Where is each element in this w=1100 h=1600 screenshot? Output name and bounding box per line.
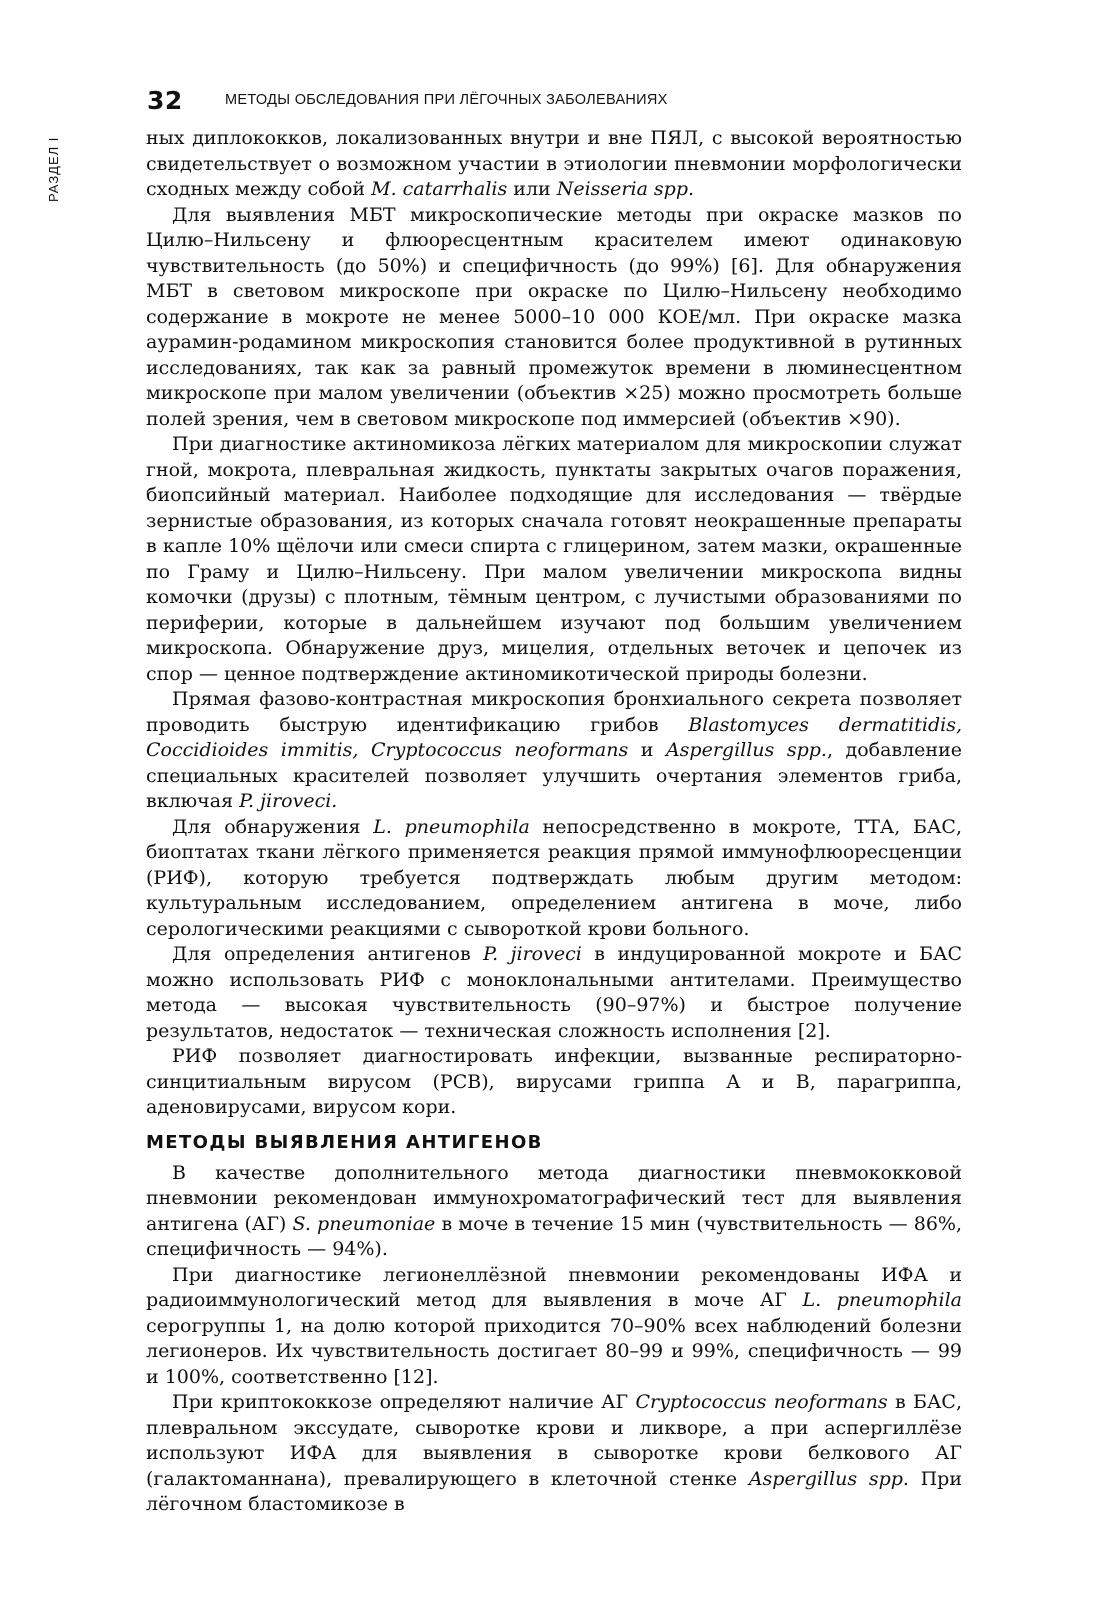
italic-term: Aspergillus spp. bbox=[665, 739, 827, 761]
paragraph bbox=[146, 687, 962, 815]
italic-term: Aspergillus spp. bbox=[748, 1467, 909, 1490]
section-side-tab: РАЗДЕЛ I bbox=[46, 136, 61, 202]
paragraph: Для выявления МБТ микроскопические методы при окраске мазков по Цилю–Нильсену и флюоресцентным красителем имеют одинаковую чувствительность (до 50%) и специфичность (до 99%) [6]. Для обнаружения МБТ в световом микроскопе при окраске по Цилю–Нильсену необходимо содержание в мокроте не менее 5000–10 000 КОЕ/мл. При окраске мазка аурамин-родамином микроскопия становится более продуктивной в рутинных исследованиях, так как за равный промежуток времени в люминесцентном микроскопе при малом увеличении (объектив ×25) можно просмотреть больше полей зрения, чем в световом микроскопе под иммерсией (объектив ×90). bbox=[146, 203, 962, 430]
text-run: или bbox=[507, 178, 557, 200]
running-title: МЕТОДЫ ОБСЛЕДОВАНИЯ ПРИ ЛЁГОЧНЫХ ЗАБОЛЕВАНИЯХ bbox=[225, 92, 668, 108]
body-text bbox=[146, 126, 962, 1518]
text-run: и bbox=[628, 739, 666, 761]
page-number: 32 bbox=[147, 86, 183, 115]
italic-term: M. catarrhalis bbox=[371, 178, 508, 200]
paragraph bbox=[146, 1390, 962, 1518]
text-run: непосредственно в мокроте, ТТА, БАС, биоптатах ткани лёгкого применяется реакция прямой иммунофлюоресценции (РИФ), которую требуется подтверждать любым другим методом: культуральным исследованием, определением антигена в моче, либо серологическими реакциями с сывороткой крови больного. bbox=[146, 815, 962, 940]
text-run: При криптококкозе определяют наличие АГ bbox=[172, 1391, 636, 1413]
text-run: в индуцированной мокроте и БАС можно использовать РИФ с моноклональными антителами. Преимущество метода — высокая чувствительность (90–97%) и быстрое получение результатов, недостаток — техническая сложность исполнения [2]. bbox=[146, 943, 963, 1042]
text-run: Для определения антигенов bbox=[172, 943, 484, 965]
text-run: При лёгочном бластомикозе в bbox=[146, 1467, 962, 1515]
section-heading: МЕТОДЫ ВЫЯВЛЕНИЯ АНТИГЕНОВ bbox=[146, 1131, 543, 1153]
italic-term: P. jiroveci. bbox=[239, 790, 338, 812]
paragraph: РИФ позволяет диагностировать инфекции, вызванные респираторно-синцитиальным вирусом (РСВ), вирусами гриппа А и В, парагриппа, аденовирусами, вирусом кори. bbox=[146, 1045, 962, 1118]
text-run: Для обнаружения bbox=[172, 815, 374, 838]
text-run: в моче в течение 15 мин (чувствительность — 86%, специфичность — 94%). bbox=[146, 1212, 963, 1260]
paragraph bbox=[146, 942, 962, 1044]
text-run: При диагностике легионеллёзной пневмонии рекомендованы ИФА и радиоиммунологический метод для выявления в моче АГ bbox=[146, 1263, 962, 1311]
italic-term: L. pneumophila bbox=[373, 815, 530, 838]
text-run: ных диплококков, локализованных внутри и вне ПЯЛ, с высокой вероятностью свидетельствует о возможном участии в этиологии пневмонии морфологически сходных между собой bbox=[146, 127, 962, 200]
paragraph bbox=[146, 1161, 962, 1263]
italic-term: L. pneumophila bbox=[802, 1289, 963, 1311]
paragraph bbox=[146, 126, 962, 203]
paragraph bbox=[146, 1263, 962, 1391]
italic-term: P. jiroveci bbox=[483, 943, 582, 965]
text-run: серогруппы 1, на долю которой приходится 70–90% всех наблюдений болезни легионеров. Их чувствительность достигает 80–99 и 99%, специфичность — 99 и 100%, соответственно [12]. bbox=[146, 1314, 962, 1388]
text-run: В качестве дополнительного метода диагностики пневмококковой пневмонии рекомендован иммунохроматографический тест для выявления антигена (АГ) bbox=[146, 1161, 962, 1235]
text-run: , добавление специальных красителей позволяет улучшить очертания элементов гриба, включая bbox=[146, 739, 962, 812]
italic-term: Neisseria spp. bbox=[556, 178, 695, 200]
paragraph: При диагностике актиномикоза лёгких материалом для микроскопии служат гной, мокрота, плевральная жидкость, пунктаты закрытых очагов поражения, биопсийный материал. Наиболее подходящие для исследования — твёрдые зернистые образования, из которых сначала готовят неокрашенные препараты в капле 10% щёлочи или смеси спирта с глицерином, затем мазки, окрашенные по Граму и Цилю–Нильсену. При малом увеличении микроскопа видны комочки (друзы) с плотным, тёмным центром, с лучистыми образованиями по периферии, которые в дальнейшем изучают под большим увеличением микроскопа. Обнаружение друз, мицелия, отдельных веточек и цепочек из спор — ценное подтверждение актиномикотической природы болезни. bbox=[146, 433, 962, 685]
text-run: в БАС, плевральном экссудате, сыворотке крови и ликворе, а при аспергиллёзе используют ИФА для выявления в сыворотке крови белкового АГ (галактоманнана), превалирующего в клеточной стенке bbox=[146, 1391, 962, 1490]
text-run: Прямая фазово-контрастная микроскопия бронхиального секрета позволяет проводить быструю идентификацию грибов bbox=[146, 688, 962, 736]
italic-term: Cryptococcus neoformans bbox=[635, 1391, 888, 1413]
italic-term: S. pneumoniae bbox=[292, 1212, 436, 1235]
paragraph bbox=[146, 815, 962, 943]
italic-term: Blastomyces dermatitidis, Coccidioides immitis, Cryptococcus neoformans bbox=[146, 713, 962, 761]
